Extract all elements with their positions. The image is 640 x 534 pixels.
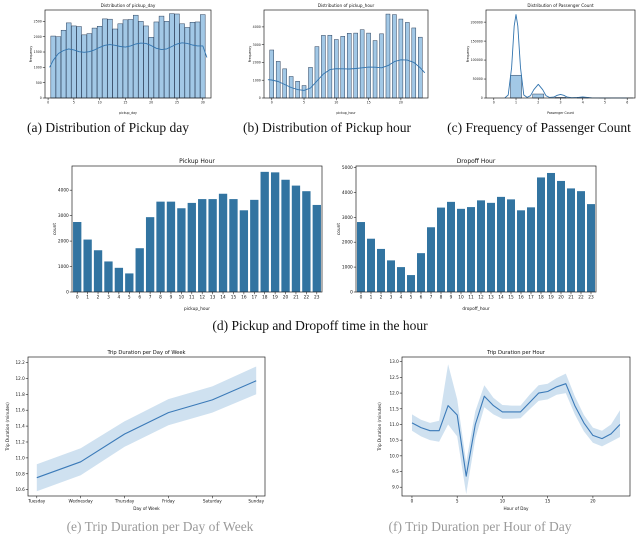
svg-text:Friday: Friday — [162, 498, 175, 503]
svg-text:13.0: 13.0 — [389, 359, 399, 364]
svg-text:5: 5 — [604, 100, 606, 104]
svg-text:11: 11 — [468, 295, 474, 301]
svg-text:1500: 1500 — [34, 50, 42, 54]
svg-text:23: 23 — [314, 295, 320, 301]
x-axis-label: pickup_day — [119, 111, 137, 115]
svg-text:4: 4 — [582, 100, 584, 104]
svg-text:1000: 1000 — [253, 78, 261, 82]
svg-text:1: 1 — [370, 295, 373, 301]
chart-title: Trip Duration per Day of Week — [106, 350, 185, 356]
svg-text:50000: 50000 — [473, 77, 483, 81]
svg-text:15: 15 — [231, 295, 237, 301]
svg-text:3: 3 — [107, 295, 110, 301]
x-axis-ticks — [271, 98, 403, 104]
svg-text:11.8: 11.8 — [15, 392, 25, 397]
svg-text:Tuesday: Tuesday — [27, 498, 46, 503]
x-axis-ticks — [47, 98, 205, 104]
svg-text:150000: 150000 — [471, 39, 483, 43]
svg-text:8: 8 — [159, 295, 162, 301]
svg-text:1000: 1000 — [34, 65, 42, 69]
histogram-bars — [510, 75, 632, 98]
svg-text:22: 22 — [578, 295, 584, 301]
svg-text:6: 6 — [420, 295, 423, 301]
passenger-count-histogram-chart — [440, 2, 638, 116]
y-axis-label: count — [52, 223, 58, 235]
svg-text:13: 13 — [210, 295, 216, 301]
svg-text:20: 20 — [149, 100, 153, 104]
svg-text:0: 0 — [66, 290, 69, 296]
svg-text:4: 4 — [118, 295, 121, 301]
svg-text:100000: 100000 — [471, 58, 483, 62]
svg-text:16: 16 — [518, 295, 524, 301]
svg-text:20: 20 — [558, 295, 564, 301]
svg-text:10: 10 — [98, 100, 102, 104]
svg-text:2000: 2000 — [253, 61, 261, 65]
svg-text:2000: 2000 — [58, 239, 69, 245]
trip-duration-hour-chart — [374, 350, 636, 512]
svg-text:9: 9 — [170, 295, 173, 301]
caption-a: (a) Distribution of Pickup day — [0, 120, 216, 136]
plot-box — [486, 10, 635, 98]
svg-text:200000: 200000 — [471, 20, 483, 24]
y-axis-ticks — [389, 359, 402, 490]
dropoff-hour-bar-chart — [318, 152, 602, 312]
svg-text:11.5: 11.5 — [389, 406, 399, 411]
svg-text:2000: 2000 — [34, 35, 42, 39]
svg-text:2: 2 — [97, 295, 100, 301]
svg-text:0: 0 — [360, 295, 363, 301]
svg-text:15: 15 — [367, 100, 371, 104]
svg-text:17: 17 — [528, 295, 534, 301]
svg-text:21: 21 — [568, 295, 574, 301]
svg-text:12: 12 — [478, 295, 484, 301]
svg-text:10: 10 — [500, 498, 506, 503]
svg-text:11.0: 11.0 — [389, 422, 399, 427]
svg-text:10: 10 — [334, 100, 338, 104]
svg-text:3000: 3000 — [253, 43, 261, 47]
y-axis-ticks — [471, 20, 486, 100]
svg-text:0: 0 — [40, 96, 42, 100]
svg-text:20: 20 — [283, 295, 289, 301]
svg-text:Thursday: Thursday — [114, 498, 135, 503]
svg-text:14: 14 — [498, 295, 504, 301]
svg-text:10.8: 10.8 — [15, 471, 25, 476]
x-axis-label: pickup_hour — [184, 306, 210, 312]
svg-text:0: 0 — [481, 96, 483, 100]
svg-text:15: 15 — [508, 295, 514, 301]
svg-text:12.5: 12.5 — [389, 375, 399, 380]
svg-text:9.5: 9.5 — [392, 469, 399, 474]
y-axis-ticks — [342, 165, 356, 296]
svg-text:0: 0 — [350, 290, 353, 296]
svg-text:11.6: 11.6 — [15, 408, 25, 413]
svg-text:9.0: 9.0 — [392, 485, 399, 490]
svg-text:3: 3 — [390, 295, 393, 301]
svg-text:2000: 2000 — [342, 240, 353, 246]
svg-text:4000: 4000 — [58, 188, 69, 194]
svg-text:6: 6 — [138, 295, 141, 301]
x-axis-label: pickup_hour — [336, 111, 356, 115]
svg-text:5: 5 — [456, 498, 459, 503]
y-axis-label: count — [336, 223, 342, 235]
x-axis-label: dropoff_hour — [462, 306, 490, 312]
y-axis-ticks — [15, 360, 28, 492]
caption-c: (c) Frequency of Passenger Count — [438, 120, 640, 136]
svg-text:4000: 4000 — [253, 25, 261, 29]
svg-text:12.0: 12.0 — [389, 391, 399, 396]
svg-text:1000: 1000 — [342, 265, 353, 271]
x-axis-ticks — [27, 496, 264, 503]
svg-text:Saturday: Saturday — [203, 498, 222, 503]
y-axis-label: Trip Duration (minutes) — [5, 402, 10, 452]
bars — [73, 172, 321, 292]
x-axis-ticks — [360, 292, 594, 301]
svg-text:9: 9 — [450, 295, 453, 301]
pickup-hour-histogram-chart — [224, 2, 432, 116]
y-axis-label: Frequency — [466, 46, 470, 63]
svg-text:500: 500 — [36, 81, 42, 85]
svg-text:22: 22 — [304, 295, 310, 301]
caption-b: (b) Distribution of Pickup hour — [216, 120, 438, 136]
svg-text:5: 5 — [73, 100, 75, 104]
svg-text:11: 11 — [189, 295, 195, 301]
svg-text:17: 17 — [252, 295, 258, 301]
y-axis-label: Frequency — [248, 46, 252, 63]
trip-duration-day-of-week-chart — [2, 350, 270, 512]
svg-text:21: 21 — [293, 295, 299, 301]
confidence-band — [37, 367, 256, 492]
svg-text:13: 13 — [488, 295, 494, 301]
caption-d: (d) Pickup and Dropoff time in the hour — [0, 318, 640, 334]
svg-text:0: 0 — [47, 100, 49, 104]
svg-text:1000: 1000 — [58, 264, 69, 270]
svg-text:5: 5 — [128, 295, 131, 301]
y-axis-label: Trip Duration (minutes) — [377, 402, 382, 452]
histogram-bars — [270, 14, 423, 98]
svg-text:10.5: 10.5 — [389, 438, 399, 443]
svg-text:3: 3 — [559, 100, 561, 104]
svg-text:8: 8 — [440, 295, 443, 301]
svg-text:5000: 5000 — [342, 165, 353, 171]
svg-text:7: 7 — [149, 295, 152, 301]
svg-text:1: 1 — [515, 100, 517, 104]
chart-title: Distribution of pickup_hour — [318, 3, 375, 8]
bars — [357, 173, 595, 292]
svg-text:0: 0 — [271, 100, 273, 104]
svg-text:2500: 2500 — [34, 19, 42, 23]
svg-text:5: 5 — [303, 100, 305, 104]
svg-text:4000: 4000 — [342, 190, 353, 196]
svg-text:12.0: 12.0 — [15, 376, 25, 381]
svg-text:2: 2 — [380, 295, 383, 301]
x-axis-ticks — [493, 98, 628, 104]
svg-text:3000: 3000 — [58, 213, 69, 219]
histogram-bars — [51, 14, 205, 98]
svg-text:5: 5 — [410, 295, 413, 301]
chart-title: Distribution of pickup_day — [101, 3, 156, 8]
plot-box — [264, 10, 428, 98]
x-axis-label: Day of Week — [133, 506, 160, 511]
svg-text:19: 19 — [548, 295, 554, 301]
chart-title: Trip Duration per Hour — [486, 350, 546, 356]
svg-text:0: 0 — [493, 100, 495, 104]
svg-text:4: 4 — [400, 295, 403, 301]
svg-text:3000: 3000 — [342, 215, 353, 221]
svg-text:20: 20 — [399, 100, 403, 104]
chart-title: Dropoff Hour — [457, 158, 496, 165]
svg-text:2: 2 — [537, 100, 539, 104]
svg-text:16: 16 — [241, 295, 247, 301]
svg-text:18: 18 — [538, 295, 544, 301]
svg-text:11.2: 11.2 — [15, 440, 25, 445]
pickup-hour-bar-chart — [35, 152, 327, 312]
pickup-day-histogram-chart — [2, 2, 216, 116]
caption-f-partial: (f) Trip Duration per Hour of Day — [320, 520, 640, 527]
svg-text:11.0: 11.0 — [15, 455, 25, 460]
svg-text:Sunday: Sunday — [248, 498, 264, 503]
svg-text:Wednesday: Wednesday — [69, 498, 94, 503]
svg-text:0: 0 — [76, 295, 79, 301]
svg-text:19: 19 — [272, 295, 278, 301]
svg-text:30: 30 — [201, 100, 205, 104]
y-axis-ticks — [34, 19, 45, 100]
chart-title: Pickup Hour — [179, 158, 215, 165]
x-axis-label: Passenger Count — [547, 111, 575, 115]
svg-text:15: 15 — [545, 498, 551, 503]
x-axis-ticks — [76, 292, 320, 301]
svg-text:1: 1 — [86, 295, 89, 301]
svg-text:12.2: 12.2 — [15, 360, 25, 365]
svg-text:10.6: 10.6 — [15, 487, 25, 492]
svg-text:12: 12 — [199, 295, 205, 301]
svg-text:25: 25 — [175, 100, 179, 104]
svg-text:20: 20 — [590, 498, 596, 503]
svg-text:23: 23 — [588, 295, 594, 301]
svg-text:6: 6 — [626, 100, 628, 104]
caption-e-partial: (e) Trip Duration per Day of Week — [0, 520, 320, 527]
svg-text:0: 0 — [259, 96, 261, 100]
svg-text:7: 7 — [430, 295, 433, 301]
svg-text:14: 14 — [220, 295, 226, 301]
y-axis-ticks — [253, 25, 264, 100]
svg-text:0: 0 — [411, 498, 414, 503]
y-axis-label: Frequency — [29, 46, 33, 63]
kde-line — [505, 15, 627, 98]
x-axis-label: Hour of Day — [503, 506, 529, 511]
svg-text:10.0: 10.0 — [389, 453, 399, 458]
svg-text:10: 10 — [179, 295, 185, 301]
x-axis-ticks — [411, 496, 596, 503]
svg-text:18: 18 — [262, 295, 268, 301]
y-axis-ticks — [58, 188, 72, 296]
svg-text:11.4: 11.4 — [15, 424, 25, 429]
chart-title: Distribution of Passenger Count — [527, 3, 594, 8]
svg-text:15: 15 — [123, 100, 127, 104]
svg-text:10: 10 — [458, 295, 464, 301]
